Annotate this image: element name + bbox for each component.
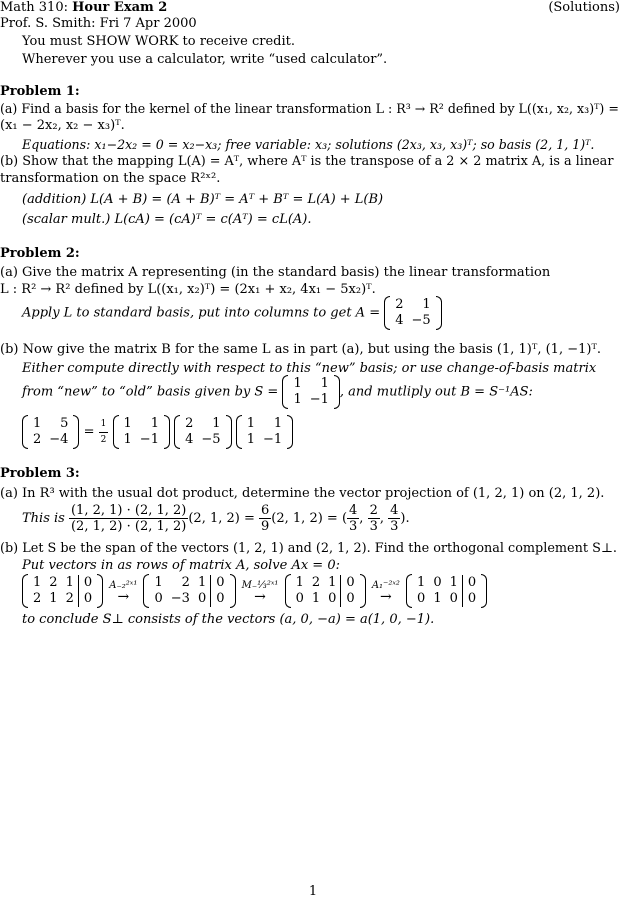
- matrix-cell: 1: [311, 591, 321, 606]
- instruction-show-work: You must SHOW WORK to receive credit.: [22, 34, 295, 49]
- fraction-numerator: 4: [349, 503, 358, 518]
- matrix-cell: 0: [211, 591, 229, 607]
- matrix-cell: 0: [449, 591, 458, 606]
- matrix-cell: 1: [123, 432, 132, 447]
- page-number: 1: [308, 884, 318, 899]
- right-arrow-icon: →: [254, 588, 266, 605]
- matrix-cell: 0: [78, 591, 96, 607]
- problem-2b-answer-2-line: [22, 376, 533, 408]
- matrix-cell: 1: [246, 432, 255, 447]
- matrix-cell: 0: [211, 575, 229, 591]
- matrix-cell: 1: [246, 416, 255, 431]
- fraction-numerator: 1: [99, 417, 109, 433]
- matrix-cell: 0: [462, 575, 480, 591]
- fraction-numerator: (1, 2, 1) · (2, 1, 2): [70, 503, 187, 518]
- equals-sign: =: [83, 424, 95, 440]
- matrix-cell: 1: [212, 416, 221, 431]
- problem-3a-end: ).: [400, 511, 410, 526]
- matrix-cell: 0: [341, 575, 359, 591]
- fraction-denominator: 3: [349, 519, 358, 534]
- problem-2a-question: (a) Give the matrix A representing (in the standard basis) the linear transformation: [0, 265, 551, 280]
- problem-1a-question: (a) Find a basis for the kernel of the linear transformation L : R³ → R² defined by L((x₁, x₂, x₃)ᵀ) =: [0, 101, 619, 116]
- matrix-cell: 0: [295, 591, 304, 606]
- matrix-cell: 0: [433, 575, 442, 590]
- matrix-A-repeat: [174, 416, 231, 448]
- matrix-cell: −5: [411, 313, 431, 328]
- problem-2a-question-cont: L : R² → R² defined by L((x₁, x₂)ᵀ) = (2x₁ + x₂, 4x₁ − 5x₂)ᵀ.: [0, 282, 376, 297]
- problem-3b-answer-1: Put vectors in as rows of matrix A, solve Ax = 0:: [22, 558, 340, 573]
- matrix-cell: 2: [49, 575, 58, 590]
- fraction-denominator: 3: [390, 519, 399, 534]
- problem-1-heading: Problem 1:: [0, 84, 80, 99]
- fraction-numerator: 6: [261, 503, 270, 518]
- course-label: Math 310:: [0, 0, 68, 15]
- fraction-numerator: 4: [390, 503, 399, 518]
- matrix-cell: 0: [341, 591, 359, 607]
- matrix-cell: 2: [181, 575, 190, 590]
- instruction-calculator: Wherever you use a calculator, write “used calculator”.: [22, 52, 388, 67]
- matrix-cell: 0: [154, 591, 163, 606]
- matrix-S: [282, 376, 339, 408]
- problem-2b-answer-2-pre: from “new” to “old” basis given by S =: [22, 384, 279, 400]
- matrix-cell: 0: [197, 591, 207, 606]
- augmented-matrix-3: [285, 575, 366, 607]
- matrix-cell: 2: [311, 575, 321, 590]
- problem-1a-question-cont: (x₁ − 2x₂, x₂ − x₃)ᵀ.: [0, 118, 125, 133]
- problem-1a-answer: Equations: x₁−2x₂ = 0 = x₂−x₃; free variable: x₃; solutions (2x₃, x₃, x₃)ᵀ; so basis (2, 1, 1)ᵀ.: [22, 137, 595, 152]
- matrix-A: [384, 297, 441, 329]
- problem-2b-answer-2-post: , and mutliply out B = S⁻¹AS:: [339, 384, 533, 400]
- problem-2b-question: (b) Now give the matrix B for the same L as in part (a), but using the basis (1, 1)ᵀ, (1, −1)ᵀ.: [0, 342, 602, 357]
- augmented-matrix-1: [22, 575, 103, 607]
- matrix-cell: 1: [197, 575, 207, 590]
- problem-3b-row-reduction: [22, 575, 487, 607]
- row-op-label: A₁⁻²ˣ²: [371, 579, 400, 591]
- fraction-denominator: 3: [369, 519, 378, 534]
- matrix-cell: 4: [185, 432, 194, 447]
- problem-3b-question: (b) Let S be the span of the vectors (1, 2, 1) and (2, 1, 2). Find the orthogonal complement S⊥.: [0, 541, 617, 556]
- problem-2a-answer-line: [22, 297, 442, 329]
- projection-fraction: [69, 503, 188, 534]
- matrix-cell: 2: [185, 416, 194, 431]
- fraction-denominator: 2: [100, 434, 107, 445]
- matrix-cell: 1: [33, 575, 42, 590]
- problem-2b-answer-1: Either compute directly with respect to this “new” basis; or use change-of-basis matrix: [22, 361, 597, 376]
- matrix-cell: 0: [417, 591, 426, 606]
- problem-3-heading: Problem 3:: [0, 466, 80, 481]
- matrix-cell: −1: [262, 432, 283, 447]
- matrix-cell: −1: [309, 392, 329, 407]
- problem-1b-addition: (addition) L(A + B) = (A + B)ᵀ = Aᵀ + Bᵀ = L(A) + L(B): [22, 192, 384, 207]
- matrix-cell: 0: [78, 575, 96, 591]
- problem-2a-answer: Apply L to standard basis, put into columns to get A =: [22, 305, 381, 321]
- matrix-S-inverse-part: [113, 416, 170, 448]
- matrix-cell: 2: [65, 591, 74, 606]
- matrix-cell: 1: [49, 591, 58, 606]
- matrix-cell: 1: [33, 416, 42, 431]
- matrix-cell: 2: [33, 432, 42, 447]
- matrix-cell: 0: [462, 591, 480, 607]
- matrix-cell: 2: [395, 297, 404, 312]
- matrix-cell: 1: [422, 297, 431, 312]
- matrix-cell: 1: [328, 575, 337, 590]
- matrix-cell: 1: [154, 575, 163, 590]
- four-thirds-2: [388, 503, 400, 534]
- matrix-cell: −4: [49, 432, 69, 447]
- one-half: [99, 417, 109, 448]
- six-ninths: [259, 503, 271, 534]
- matrix-cell: 1: [273, 416, 283, 431]
- matrix-cell: 1: [295, 575, 304, 590]
- fraction-numerator: 2: [369, 503, 378, 518]
- matrix-cell: 4: [395, 313, 404, 328]
- course-title: [0, 0, 167, 16]
- matrix-cell: 1: [417, 575, 426, 590]
- four-thirds: [347, 503, 359, 534]
- matrix-S-repeat: [236, 416, 293, 448]
- fraction-denominator: (2, 1, 2) · (2, 1, 2): [70, 519, 187, 534]
- problem-3a-answer-line: This is $\frac{(1, 2, 1) \cdot (2, 1, 2)}{(2, 1, 2) \cdot (2, 1, 2)}$ (2, 1, 2) = $\frac{6}{9}$ (2, 1, 2) = ( $\frac{4}{3}$ , $\frac{2}{3}$ , $\frac{4}{3}$ ).: [22, 503, 410, 534]
- matrix-cell: 1: [293, 392, 302, 407]
- two-thirds: [368, 503, 380, 534]
- problem-3a-question: (a) In R³ with the usual dot product, determine the vector projection of (1, 2, 1) on (2, 1, 2).: [0, 486, 605, 501]
- problem-2-heading: Problem 2:: [0, 246, 80, 261]
- problem-1b-question-cont: transformation on the space R²ˣ².: [0, 171, 221, 186]
- matrix-cell: 0: [328, 591, 337, 606]
- problem-3a-mid2: (2, 1, 2) = (: [271, 511, 348, 526]
- problem-3a-mid: (2, 1, 2) =: [188, 511, 255, 526]
- matrix-cell: 1: [433, 591, 442, 606]
- augmented-matrix-4: [406, 575, 487, 607]
- author-date: Prof. S. Smith: Fri 7 Apr 2000: [0, 16, 197, 31]
- fraction-denominator: 9: [261, 519, 270, 534]
- right-arrow-icon: →: [117, 588, 130, 605]
- matrix-cell: −5: [201, 432, 221, 447]
- solutions-tag: (Solutions): [548, 0, 620, 15]
- matrix-B: [22, 416, 79, 448]
- row-op-arrow-2: [242, 580, 279, 603]
- row-op-label: A₋₂²ˣ¹: [109, 579, 138, 591]
- problem-1b-question: (b) Show that the mapping L(A) = Aᵀ, where Aᵀ is the transpose of a 2 × 2 matrix A, is a linear: [0, 154, 614, 169]
- matrix-cell: 1: [320, 376, 329, 391]
- right-arrow-icon: →: [380, 588, 392, 605]
- matrix-cell: −3: [170, 591, 190, 606]
- row-op-label: M₋⅓²ˣ¹: [241, 579, 279, 591]
- matrix-cell: 2: [33, 591, 42, 606]
- problem-1b-scalar: (scalar mult.) L(cA) = (cA)ᵀ = c(Aᵀ) = cL(A).: [22, 212, 312, 227]
- matrix-cell: 1: [123, 416, 132, 431]
- augmented-matrix-2: [143, 575, 235, 607]
- matrix-cell: 1: [293, 376, 302, 391]
- row-op-arrow-1: [109, 580, 137, 603]
- row-op-arrow-3: [372, 580, 400, 603]
- matrix-cell: 1: [150, 416, 159, 431]
- matrix-cell: −1: [139, 432, 159, 447]
- matrix-cell: 5: [60, 416, 69, 431]
- problem-2b-computation: [22, 416, 293, 448]
- matrix-cell: 1: [65, 575, 74, 590]
- problem-3a-this-is: This is: [22, 511, 65, 526]
- problem-3b-conclusion: to conclude S⊥ consists of the vectors (a, 0, −a) = a(1, 0, −1).: [22, 612, 435, 627]
- exam-title: Hour Exam 2: [72, 0, 168, 15]
- matrix-cell: 1: [449, 575, 458, 590]
